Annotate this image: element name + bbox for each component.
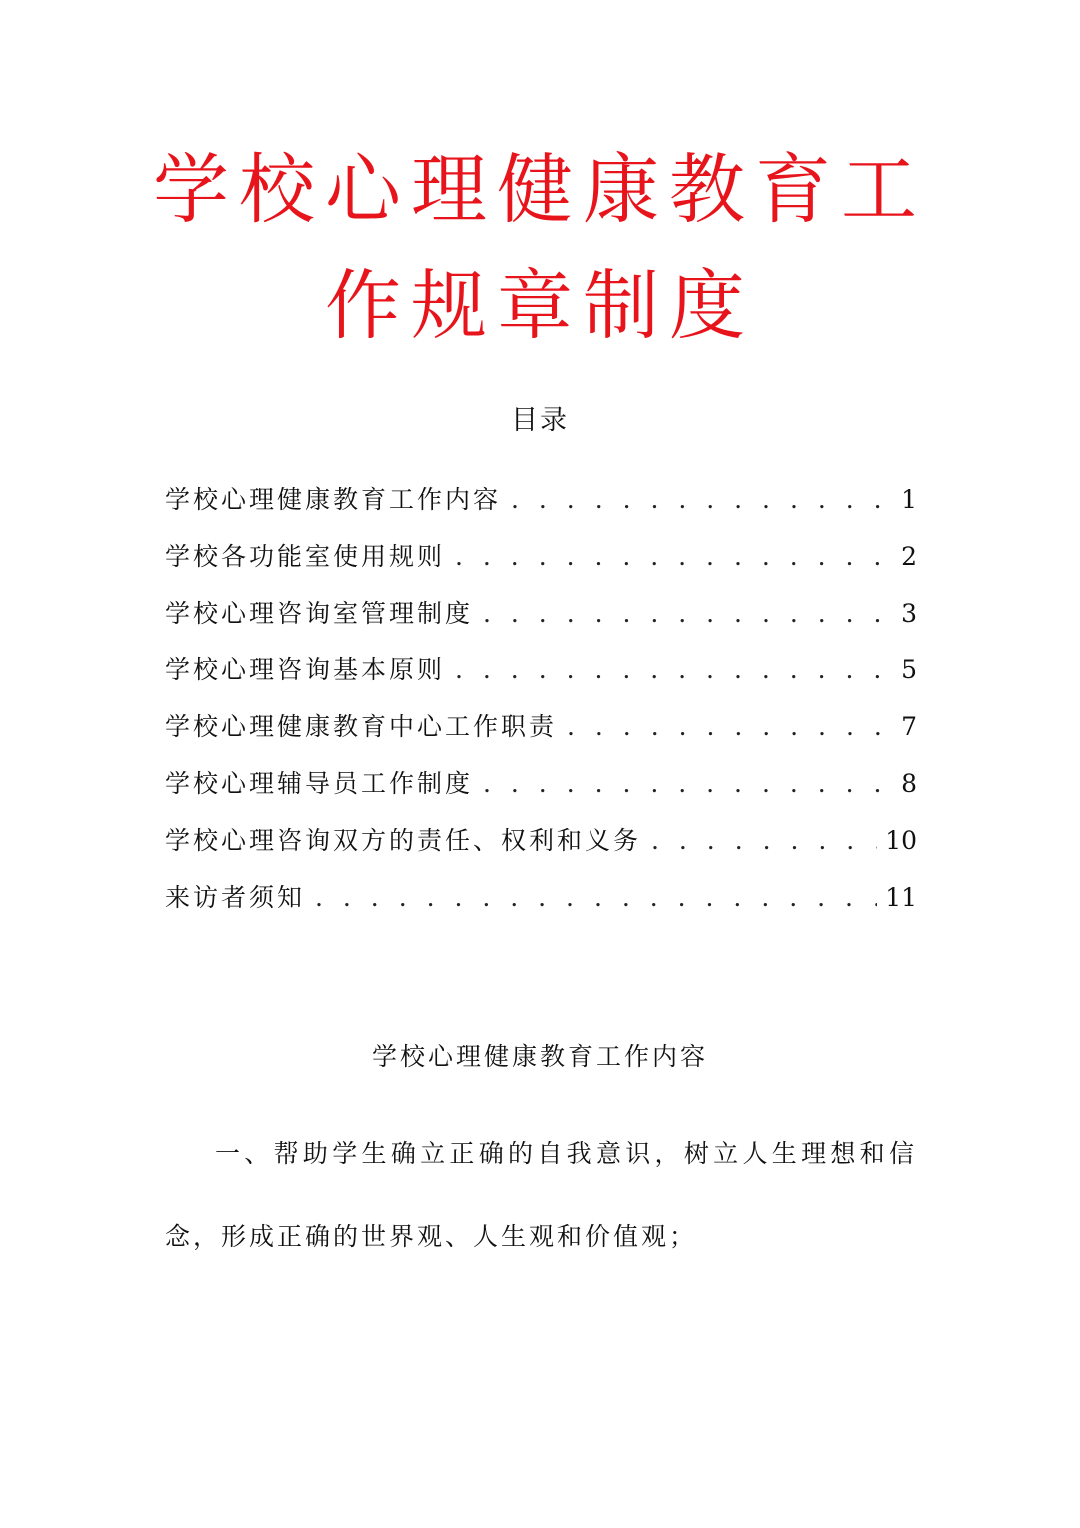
- toc-entry-label: 学校心理咨询基本原则: [165, 655, 446, 685]
- toc-entry[interactable]: [165, 707, 917, 764]
- body-paragraph: 一、帮助学生确立正确的自我意识，树立人生理想和信念，形成正确的世界观、人生观和价值观；: [165, 1139, 917, 1251]
- toc-dot-leader: [455, 655, 893, 684]
- toc-entry-label: 学校心理咨询双方的责任、权利和义务: [165, 825, 642, 855]
- toc-entry-label: 学校心理咨询室管理制度: [165, 598, 474, 628]
- toc-heading: 目录: [511, 405, 569, 436]
- toc-entry[interactable]: [165, 480, 917, 537]
- toc-entry-label: 学校各功能室使用规则: [165, 541, 446, 571]
- toc-dot-leader: [511, 485, 893, 514]
- toc-entry-page: 5: [901, 655, 917, 685]
- document-title-line-1: 学校心理健康教育工: [153, 145, 927, 234]
- document-title-line-2: 作规章制度: [325, 261, 755, 350]
- toc-dot-leader: [315, 883, 877, 912]
- toc-entry-page: 1: [901, 485, 917, 514]
- toc-entry[interactable]: [165, 650, 917, 707]
- toc-entry-page: 8: [901, 768, 917, 798]
- toc-entry[interactable]: [165, 594, 917, 651]
- toc-entry[interactable]: [165, 878, 917, 935]
- toc-entry-label: 学校心理健康教育中心工作职责: [165, 712, 558, 742]
- toc-entry-page: 10: [885, 825, 917, 855]
- toc-entry-page: 2: [901, 541, 917, 571]
- toc-dot-leader: [651, 826, 877, 855]
- toc-entry[interactable]: [165, 821, 917, 878]
- toc-dot-leader: [483, 599, 893, 628]
- toc-entry-label: 学校心理辅导员工作制度: [165, 768, 474, 798]
- toc-entry-page: 7: [901, 712, 917, 742]
- toc-entry-page: 11: [885, 882, 917, 912]
- toc-entry-page: 3: [901, 598, 917, 628]
- toc-dot-leader: [483, 769, 893, 798]
- toc-dot-leader: [567, 712, 893, 741]
- toc-entry[interactable]: [165, 764, 917, 821]
- toc-entry-label: 学校心理健康教育工作内容: [165, 485, 502, 514]
- toc-entry[interactable]: [165, 537, 917, 594]
- toc-dot-leader: [455, 542, 893, 571]
- table-of-contents: [165, 480, 917, 934]
- toc-entry-label: 来访者须知: [165, 882, 306, 912]
- section-heading: 学校心理健康教育工作内容: [371, 1042, 708, 1071]
